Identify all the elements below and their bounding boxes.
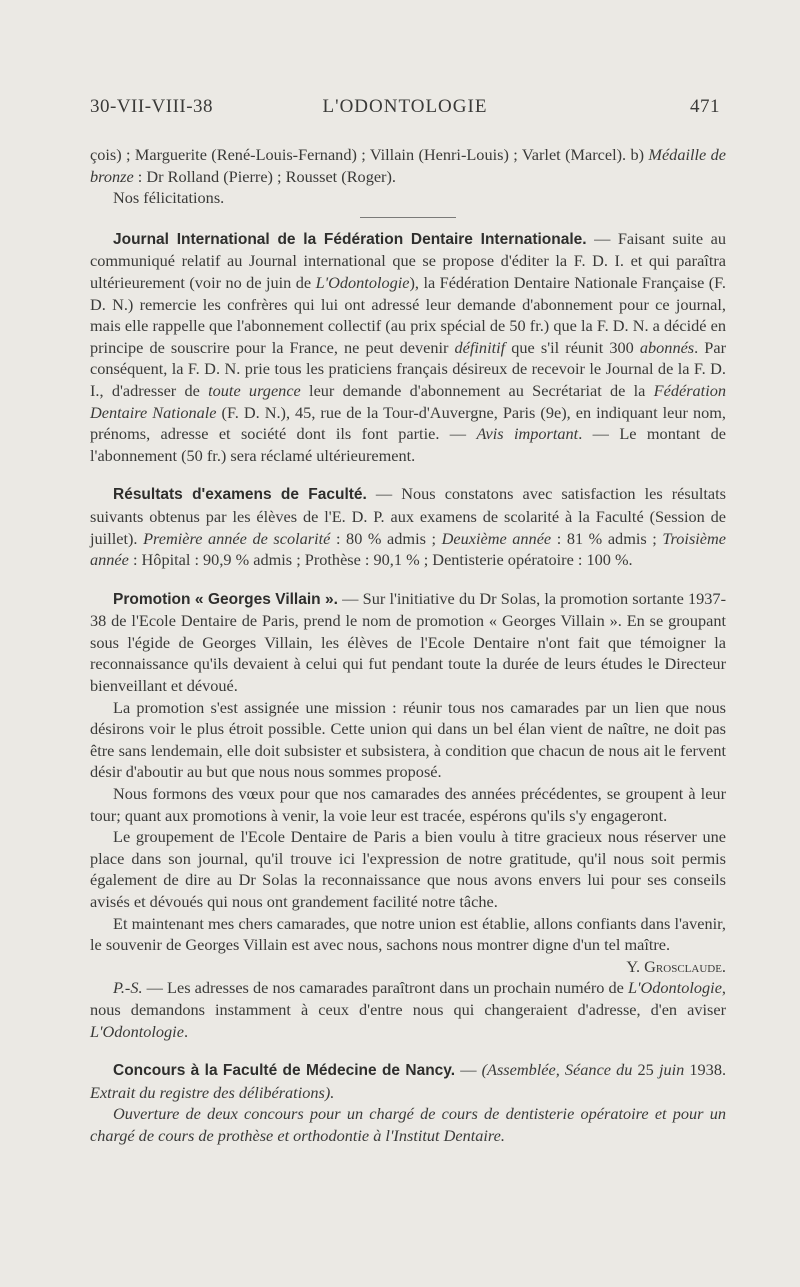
running-header [90, 96, 720, 126]
promotion-paragraph-2: La promotion s'est assignée une mission : réunir tous nos camarades par un lien que nous désirons voir le plus étroit possible. Cette union qui dans un bel élan vient de naître, ne doit pas être sans lendemain, elle doit subsister et subsistera, à condition que chacun de nous ait le fervent désir d'aboutir au but que nous nous sommes proposé. [90, 697, 726, 782]
intro-paragraph: çois) ; Marguerite (René-Louis-Fernand) ; Villain (Henri-Louis) ; Varlet (Marcel). b) Médaille de bronze : Dr Rolland (Pierre) ; Rousset (Roger). [90, 145, 726, 186]
journal-heading: Journal International de la Fédération Dentaire Internationale. [113, 230, 587, 248]
results-heading: Résultats d'examens de Faculté. [113, 486, 367, 504]
article-body [90, 144, 726, 1147]
promotion-heading: Promotion « Georges Villain ». [113, 590, 338, 608]
concours-section: Concours à la Faculté de Médecine de Nancy. — (Assemblée, Séance du 25 juin 1938. Extrait du registre des délibérations). [90, 1060, 727, 1102]
journal-section: Journal International de la Fédération Dentaire Internationale. — Faisant suite au communiqué relatif au Journal international que se propose d'éditer la F. D. I. et qui paraîtra ultérieurement (voir no de juin de L'Odontologie), la Fédération Dentaire Nationale Française (F. D. N.) remercie les confrères qui lui ont adressé leur demande d'abonnement pour ce journal, mais elle rappelle que l'abonnement collectif (au prix spécial de 50 fr.) que la F. D. N. a décidé en principe de souscrire pour la France, ne peut devenir définitif que s'il réunit 300 abonnés. Par conséquent, la F. D. N. prie tous les praticiens français désireux de recevoir le Journal de la F. D. I., d'adresser de toute urgence leur demande d'abonnement au Secrétariat de la Fédération Dentaire Nationale (F. D. N.), 45, rue de la Tour-d'Auvergne, Paris (9e), en indiquant leur nom, prénoms, adresse et société dont ils font partie. — Avis important. — Le montant de l'abonnement (50 fr.) sera réclamé ultérieurement. [90, 228, 727, 465]
section-divider [360, 217, 456, 218]
concours-heading: Concours à la Faculté de Médecine de Nancy. [113, 1062, 456, 1080]
header-journal-title: L'ODONTOLOGIE [322, 96, 488, 117]
postscript: P.-S. — Les adresses de nos camarades paraîtront dans un prochain numéro de L'Odontologie, nous demandons instamment à ceux d'entre nous qui changeraient d'adresse, d'en aviser L'Odontologie. [90, 978, 726, 1041]
congratulations-line: Nos félicitations. [113, 188, 225, 208]
signature: Y. Grosclaude. [626, 956, 726, 976]
promotion-paragraph-3: Nous formons des vœux pour que nos camarades des années précédentes, se groupent à leur tour; quant aux promotions à venir, la voie leur est tracée, espérons qu'ils s'y engageront. [90, 784, 726, 825]
promotion-paragraph-4: Le groupement de l'Ecole Dentaire de Paris a bien voulu à titre gracieux nous réserver une place dans son journal, qu'il trouve ici l'expression de notre gratitude, qu'il nous soit permis également de dire au Dr Solas la reconnaissance que nous avons envers lui pour ses conseils avisés et dévoués qui nous ont grandement facilité notre tâche. [90, 827, 726, 911]
promotion-paragraph-5: Et maintenant mes chers camarades, que notre union est établie, allons confiants dans l'avenir, le souvenir de Georges Villain est avec nous, sachons nous montrer digne d'un tel maître. Y. Grosclaude. [90, 913, 726, 976]
page-number: 471 [690, 96, 720, 117]
results-section: Résultats d'examens de Faculté. — Nous constatons avec satisfaction les résultats suivants obtenus par les élèves de l'E. D. P. aux examens de scolarité à la Faculté (Session de juillet). Première année de scolarité : 80 % admis ; Deuxième année : 81 % admis ; Troisième année : Hôpital : 90,9 % admis ; Prothèse : 90,1 % ; Dentisterie opératoire : 100 %. [90, 484, 727, 570]
promotion-section: Promotion « Georges Villain ». — Sur l'initiative du Dr Solas, la promotion sortante 1937-38 de l'Ecole Dentaire de Paris, prend le nom de promotion « Georges Villain ». En se groupant sous l'égide de Georges Villain, les élèves de l'Ecole Dentaire n'ont fait que témoigner la reconnaissance qu'ils devaient à celui qui fut pendant toute la durée de leurs études le Directeur bienveillant et dévoué. [90, 588, 726, 696]
header-date: 30-VII-VIII-38 [90, 96, 214, 117]
concours-paragraph-2: Ouverture de deux concours pour un chargé de cours de dentisterie opératoire et pour un chargé de cours de prothèse et orthodontie à l'Institut Dentaire. [90, 1104, 726, 1145]
